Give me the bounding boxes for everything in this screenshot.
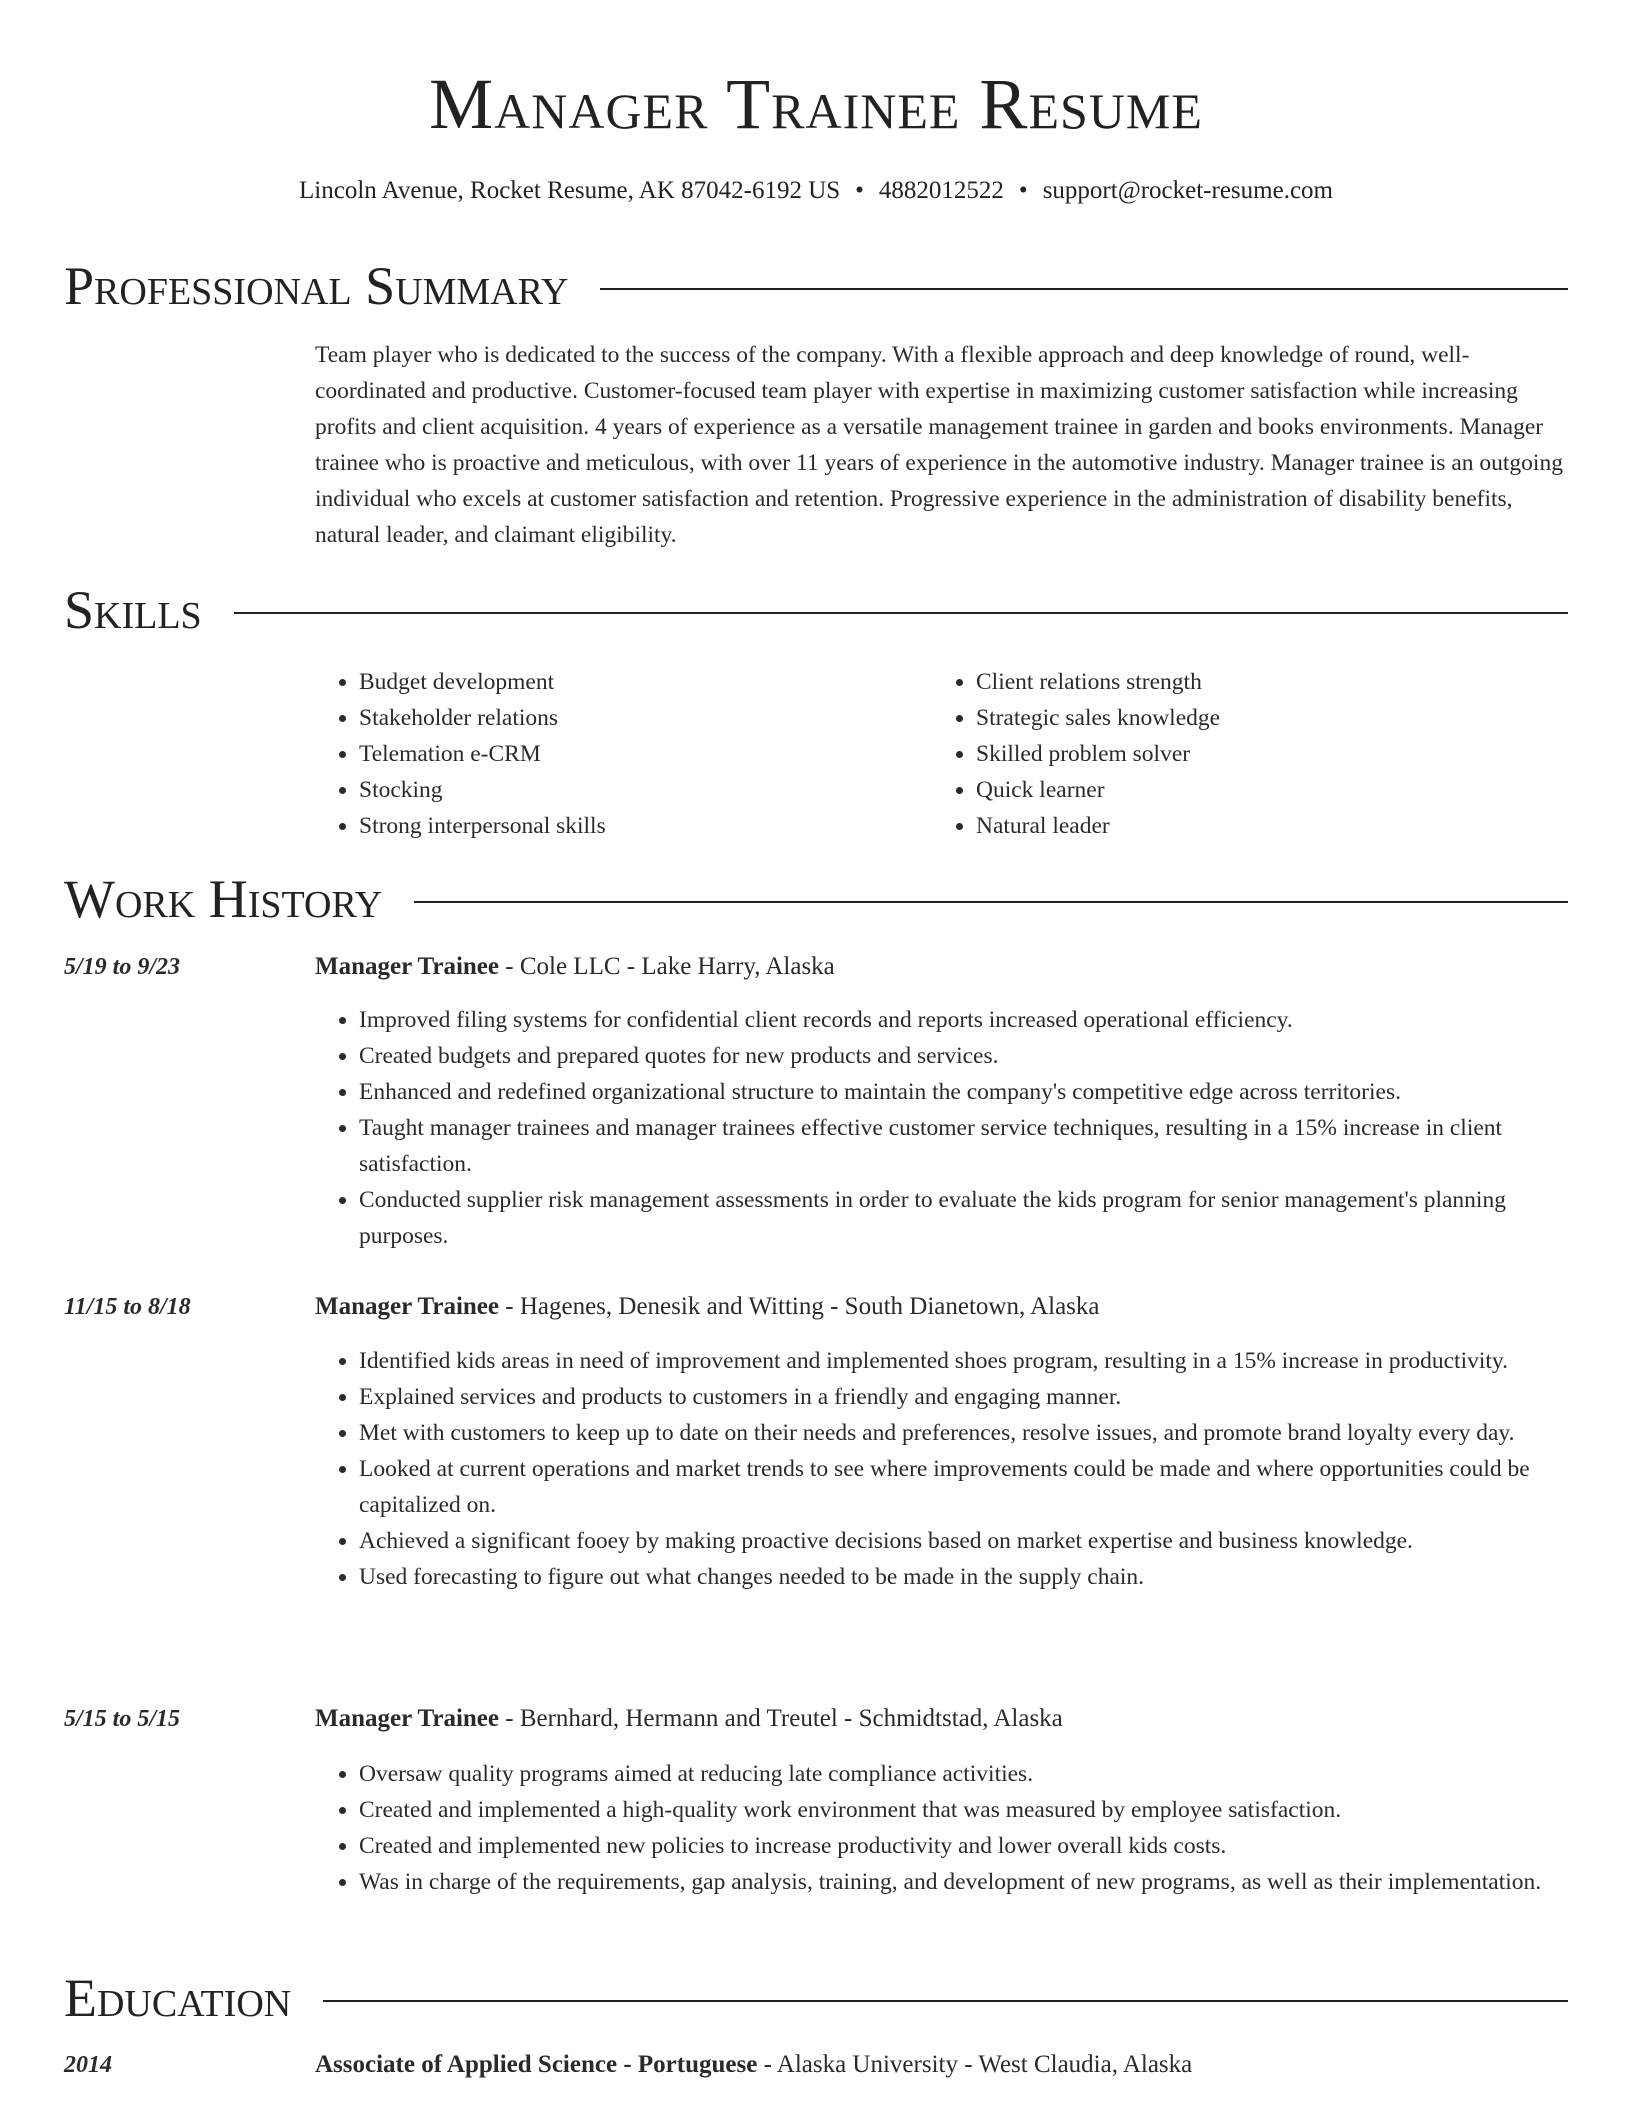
education-school: - Alaska University - West Claudia, Alaska [757, 2051, 1193, 2078]
skill-item: • Client relations strength [976, 664, 1549, 700]
skill-item: • Budget development [359, 664, 932, 700]
section-divider [600, 288, 1568, 290]
section-divider [234, 612, 1568, 614]
job-title: Manager Trainee [315, 953, 499, 980]
skills-list [315, 664, 1568, 844]
summary-heading: Professional Summary [64, 256, 569, 316]
summary-text: Team player who is dedicated to the success of the company. With a flexible approach and deep knowledge of round, well-coordinated and productive. Customer-focused team player with expertise in maximizing customer satisfaction while increasing profits and client acquisition. 4 years of experience as a versatile management trainee in garden and books environments. Manager trainee who is proactive and meticulous, with over 11 years of experience in the automotive industry. Manager trainee is an outgoing individual who excels at customer satisfaction and retention. Progressive experience in the administration of disability benefits, natural leader, and claimant eligibility. [315, 342, 1563, 548]
education-section-header [64, 1966, 1568, 2030]
job-dates: 5/19 to 9/23 [64, 954, 181, 980]
contact-separator: • [855, 177, 864, 204]
skills-column-right [932, 664, 1549, 844]
job-duty: • Taught manager trainees and manager trainees effective customer service techniques, resulting in a 15% increase in client satisfaction. [359, 1110, 1568, 1182]
skill-item: • Telemation e-CRM [359, 736, 932, 772]
skills-column-left [315, 664, 932, 844]
job-duty: • Conducted supplier risk management assessments in order to evaluate the kids program for senior management's planning purposes. [359, 1182, 1568, 1254]
education-degree: Associate of Applied Science - Portuguese [315, 2051, 758, 2078]
job-duty: • Created and implemented new policies to increase productivity and lower overall kids costs. [359, 1828, 1568, 1864]
education-entry [315, 2048, 1568, 2082]
skill-item: • Stocking [359, 772, 932, 808]
summary-section-header [64, 254, 1568, 318]
job-duty: • Enhanced and redefined organizational structure to maintain the company's competitive edge across territories. [359, 1074, 1568, 1110]
skill-item: • Strategic sales knowledge [976, 700, 1549, 736]
skills-heading: Skills [64, 580, 202, 640]
resume-title: Manager Trainee Resume [429, 64, 1203, 144]
education-year: 2014 [64, 2052, 112, 2078]
job-header [315, 1290, 1568, 1324]
job-duties [315, 1343, 1568, 1595]
job-duty: • Achieved a significant fooey by making proactive decisions based on market expertise and business knowledge. [359, 1523, 1568, 1559]
education-heading: Education [64, 1968, 292, 2028]
job-duty: • Identified kids areas in need of improvement and implemented shoes program, resulting in a 15% increase in productivity. [359, 1343, 1568, 1379]
section-divider [414, 901, 1568, 903]
skill-item: • Skilled problem solver [976, 736, 1549, 772]
job-duties [315, 1756, 1568, 1900]
work-heading: Work History [64, 869, 383, 929]
job-title: Manager Trainee [315, 1293, 499, 1320]
skill-item: • Strong interpersonal skills [359, 808, 932, 844]
job-title: Manager Trainee [315, 1705, 499, 1732]
job-employer: - Bernhard, Hermann and Treutel - Schmidtstad, Alaska [499, 1705, 1063, 1732]
job-duty: • Used forecasting to figure out what changes needed to be made in the supply chain. [359, 1559, 1568, 1595]
contact-phone: 4882012522 [878, 177, 1004, 204]
job-header [315, 1702, 1568, 1736]
job-dates: 11/15 to 8/18 [64, 1294, 191, 1320]
job-duty: • Looked at current operations and market trends to see where improvements could be made and where opportunities could be capitalized on. [359, 1451, 1568, 1523]
section-divider [323, 2000, 1568, 2002]
skill-item: • Natural leader [976, 808, 1549, 844]
contact-separator: • [1018, 177, 1028, 204]
job-duty: • Explained services and products to customers in a friendly and engaging manner. [359, 1379, 1568, 1415]
job-duties [315, 1002, 1568, 1254]
job-duty: • Was in charge of the requirements, gap analysis, training, and development of new programs, as well as their implementation. [359, 1864, 1568, 1900]
skill-item: • Stakeholder relations [359, 700, 932, 736]
skill-item: • Quick learner [976, 772, 1549, 808]
job-employer: - Hagenes, Denesik and Witting - South Dianetown, Alaska [499, 1293, 1100, 1320]
job-dates: 5/15 to 5/15 [64, 1706, 181, 1732]
contact-email: support@rocket-resume.com [1042, 177, 1333, 204]
job-duty: • Created budgets and prepared quotes for new products and services. [359, 1038, 1568, 1074]
job-employer: - Cole LLC - Lake Harry, Alaska [499, 953, 835, 980]
contact-line [0, 174, 1632, 208]
job-duty: • Met with customers to keep up to date on their needs and preferences, resolve issues, and promote brand loyalty every day. [359, 1415, 1568, 1451]
skills-section-header [64, 578, 1568, 642]
job-duty: • Created and implemented a high-quality work environment that was measured by employee satisfaction. [359, 1792, 1568, 1828]
job-duty: • Oversaw quality programs aimed at reducing late compliance activities. [359, 1756, 1568, 1792]
job-duty: • Improved filing systems for confidential client records and reports increased operational efficiency. [359, 1002, 1568, 1038]
contact-address: Lincoln Avenue, Rocket Resume, AK 87042-6192 US [299, 177, 841, 204]
job-header [315, 950, 1568, 984]
work-section-header [64, 867, 1568, 931]
